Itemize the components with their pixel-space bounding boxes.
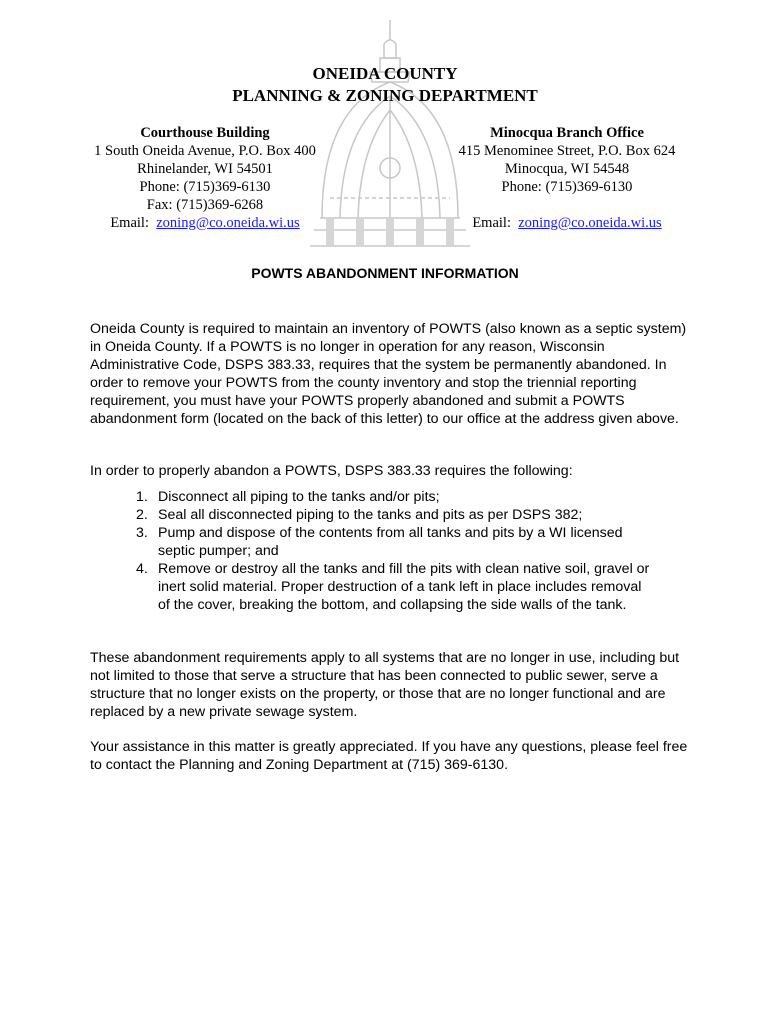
closing-paragraph: Your assistance in this matter is greatly appreciated. If you have any questions, please feel free to contact the Planning and Zoning Department at (715) 369-6130. — [90, 739, 688, 773]
list-item — [114, 488, 654, 506]
document-heading: POWTS ABANDONMENT INFORMATION — [251, 265, 519, 281]
requirements-list — [114, 488, 654, 614]
list-item — [114, 524, 654, 560]
email-label: Email: — [110, 215, 149, 231]
office-city: Minocqua, WI 54548 — [504, 161, 630, 177]
email-label: Email: — [472, 215, 511, 231]
office-city: Rhinelander, WI 54501 — [137, 161, 273, 177]
office-email-line — [445, 214, 689, 232]
office-address: 415 Menominee Street, P.O. Box 624 — [458, 143, 676, 159]
email-link[interactable]: zoning@co.oneida.wi.us — [518, 215, 662, 231]
office-phone: Phone: (715)369-6130 — [501, 179, 633, 195]
list-number: 4. — [136, 561, 148, 577]
department-title-line1: ONEIDA COUNTY — [312, 64, 458, 83]
list-item — [114, 560, 654, 614]
list-number: 3. — [136, 525, 148, 541]
courthouse-office-block — [80, 124, 330, 232]
email-link[interactable]: zoning@co.oneida.wi.us — [156, 215, 300, 231]
minocqua-office-block — [445, 124, 689, 232]
list-item — [114, 506, 654, 524]
intro-paragraph: Oneida County is required to maintain an inventory of POWTS (also known as a septic system) in Oneida County. If a POWTS is no longer in operation for any reason, Wisconsin Administrative Code, DSPS 383.33, requires that the system be permanently abandoned. In order to remove your POWTS from the county inventory and stop the triennial reporting requirement, you must have your POWTS properly abandoned and submit a POWTS abandonment form (located on the back of this letter) to our office at the address given above. — [90, 321, 687, 427]
office-phone: Phone: (715)369-6130 — [139, 179, 271, 195]
list-text: Seal all disconnected piping to the tanks and pits as per DSPS 382; — [158, 507, 583, 523]
department-title-line2: PLANNING & ZONING DEPARTMENT — [232, 86, 538, 105]
applicability-paragraph: These abandonment requirements apply to all systems that are no longer in use, including but not limited to those that serve a structure that has been connected to public sewer, serve a structure that no longer exists on the property, or those that are no longer functional and are replaced by a new private sewage system. — [90, 650, 680, 720]
list-text: Pump and dispose of the contents from all tanks and pits by a WI licensed septic pumper; and — [158, 525, 623, 559]
office-email-line — [80, 214, 330, 232]
office-address: 1 South Oneida Avenue, P.O. Box 400 — [94, 143, 316, 159]
office-name: Minocqua Branch Office — [490, 125, 644, 141]
list-number: 1. — [136, 489, 148, 505]
list-text: Disconnect all piping to the tanks and/or pits; — [158, 489, 440, 505]
spacer — [445, 196, 689, 214]
requirements-intro-paragraph: In order to properly abandon a POWTS, DSPS 383.33 requires the following: — [90, 463, 573, 479]
list-number: 2. — [136, 507, 148, 523]
list-text: Remove or destroy all the tanks and fill the pits with clean native soil, gravel or inert solid material. Proper destruction of a tank left in place includes removal of the cover, breaking the bottom, and collapsing the side walls of the tank. — [158, 561, 650, 613]
office-name: Courthouse Building — [140, 125, 270, 141]
office-fax: Fax: (715)369-6268 — [146, 197, 264, 213]
